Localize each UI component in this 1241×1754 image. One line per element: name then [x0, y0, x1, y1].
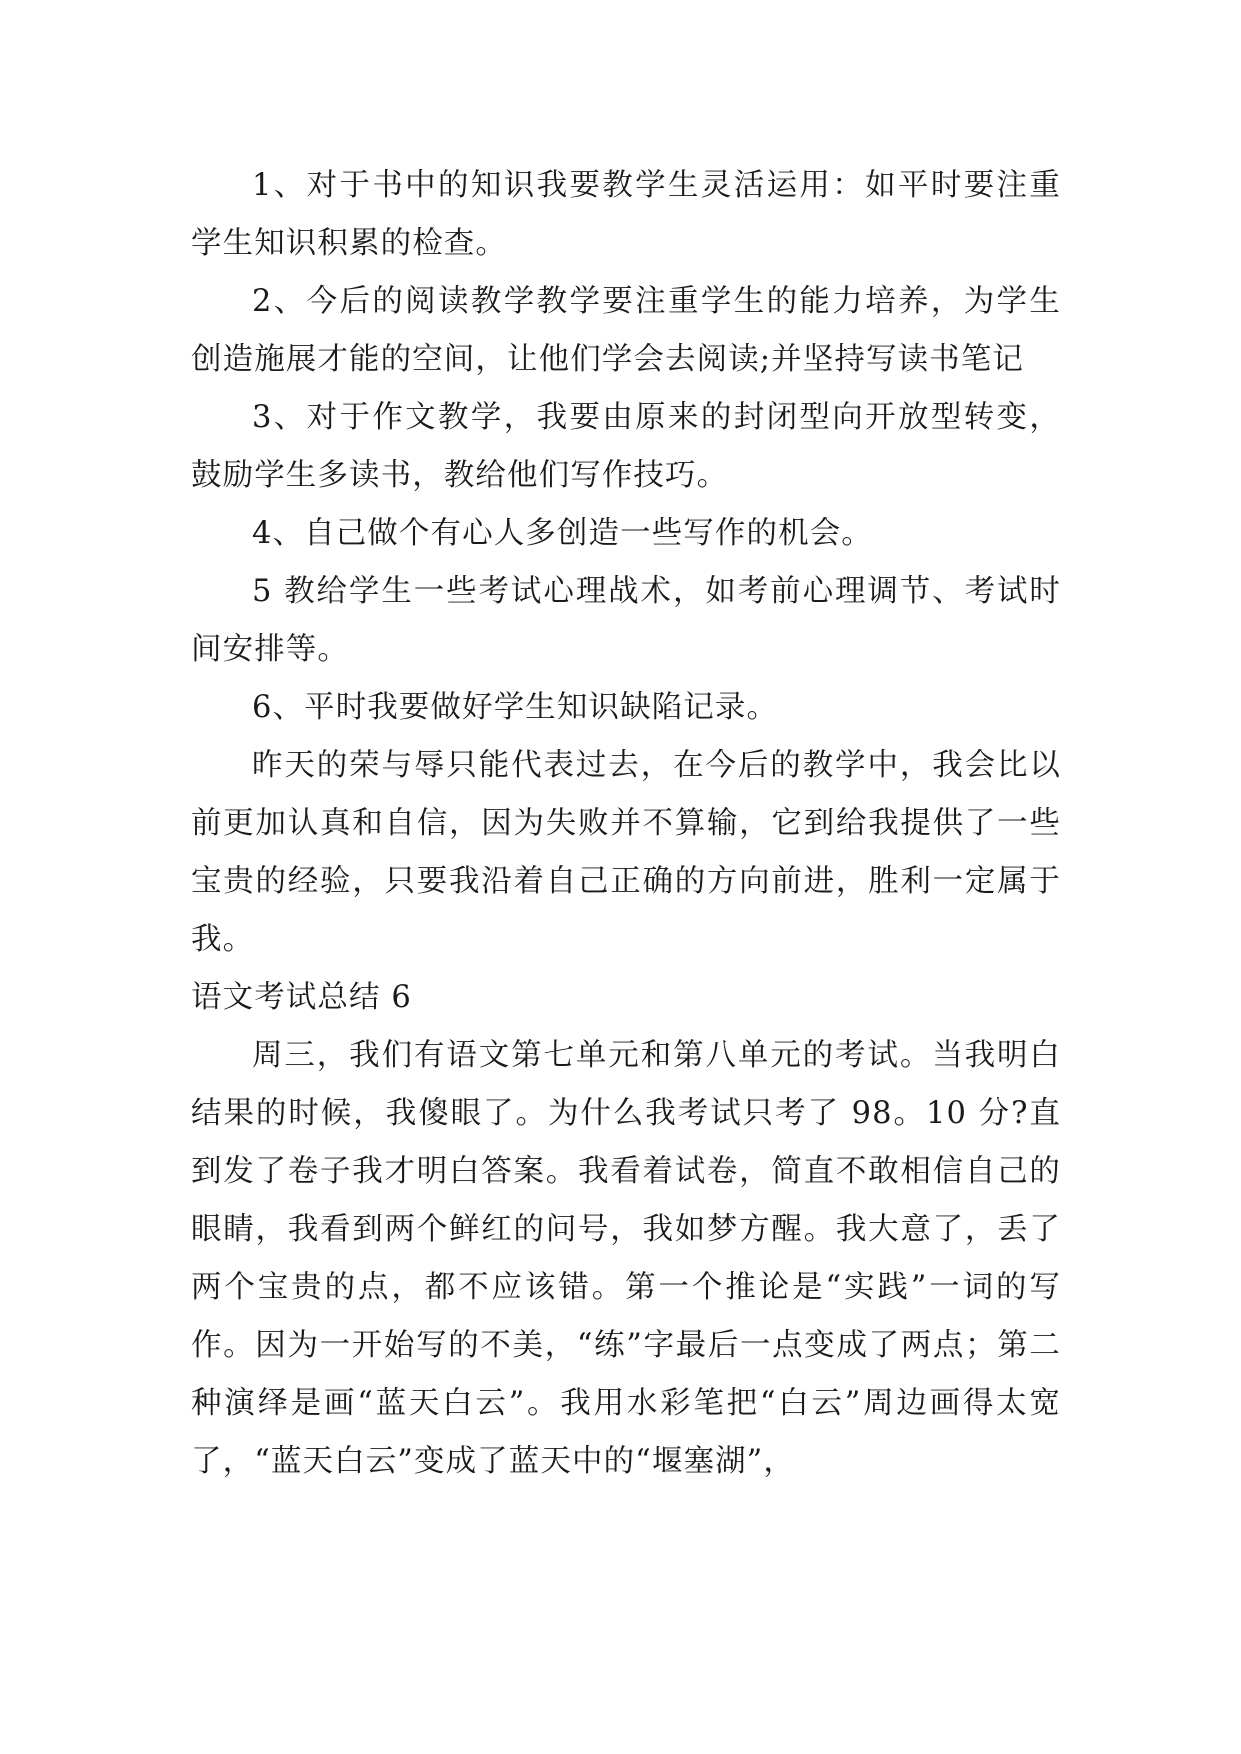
section-title: 语文考试总结 6 [191, 980, 412, 1015]
paragraph-item-2: 2、今后的阅读教学教学要注重学生的能力培养，为学生创造施展才能的空间，让他们学会去阅读;并坚持写读书笔记 [191, 284, 1061, 377]
paragraph-item-4: 4、自己做个有心人多创造一些写作的机会。 [252, 516, 873, 551]
section-paragraph-1: 周三，我们有语文第七单元和第八单元的考试。当我明白结果的时候，我傻眼了。为什么我考试只考了 98。10 分?直到发了卷子我才明白答案。我看着试卷，简直不敢相信自己的眼睛，我看到两个鲜红的问号，我如梦方醒。我大意了，丢了两个宝贵的点，都不应该错。第一个推论是“实践”一词的写作。因为一开始写的不美，“练”字最后一点变成了两点；第二种演绎是画“蓝天白云”。我用水彩笔把“白云”周边画得太宽了，“蓝天白云”变成了蓝天中的“堰塞湖”， [191, 1038, 1061, 1479]
paragraph-item-3: 3、对于作文教学，我要由原来的封闭型向开放型转变，鼓励学生多读书，教给他们写作技巧。 [191, 400, 1061, 493]
paragraph-conclusion: 昨天的荣与辱只能代表过去，在今后的教学中，我会比以前更加认真和自信，因为失败并不算输，它到给我提供了一些宝贵的经验，只要我沿着自己正确的方向前进，胜利一定属于我。 [191, 748, 1061, 957]
paragraph-item-1: 1、对于书中的知识我要教学生灵活运用：如平时要注重学生知识积累的检查。 [191, 168, 1061, 261]
paragraph-item-6: 6、平时我要做好学生知识缺陷记录。 [252, 690, 779, 725]
paragraph-item-5: 5 教给学生一些考试心理战术，如考前心理调节、考试时间安排等。 [191, 574, 1061, 667]
document-body [191, 157, 1061, 1491]
